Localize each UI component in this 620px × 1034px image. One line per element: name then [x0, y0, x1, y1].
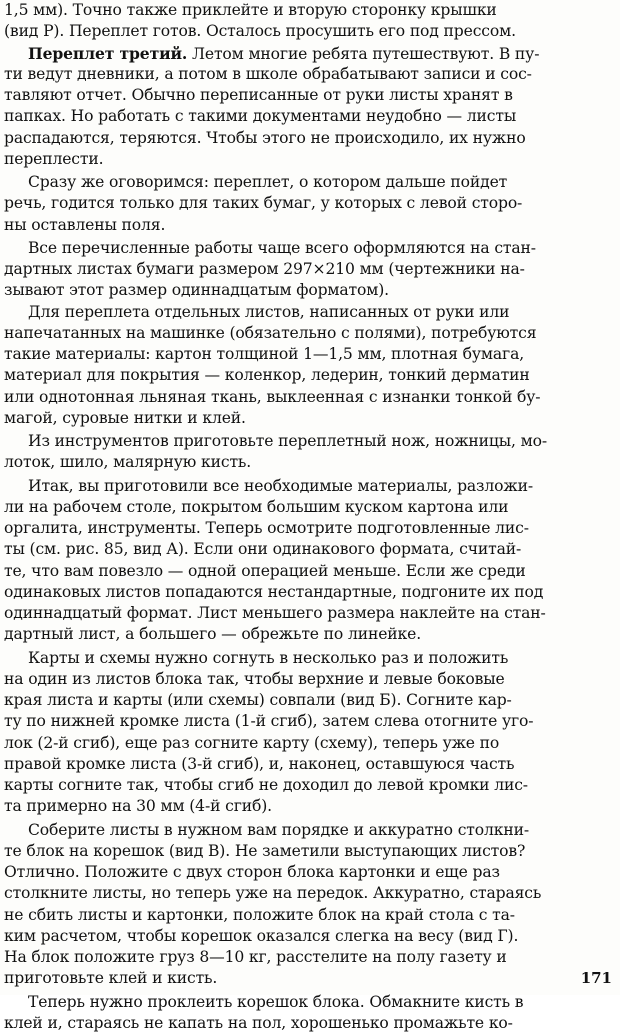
text-line: [4, 841, 616, 862]
text-line: [4, 302, 616, 323]
text-line: [4, 820, 616, 841]
line-text: ким расчетом, чтобы корешок оказался слегка на весу (вид Г).: [4, 926, 519, 945]
line-text: 1,5 мм). Точно также приклейте и вторую сторонку крышки: [4, 1, 497, 19]
text-line: [4, 518, 616, 539]
text-line: [4, 648, 616, 669]
text-line: [4, 431, 616, 452]
line-text: одинаковых листов попадаются нестандартные, подгоните их под: [4, 582, 544, 601]
text-line: [4, 193, 616, 214]
text-line: [4, 106, 616, 127]
text-line: [4, 539, 616, 560]
line-text: ту по нижней кромке листа (1-й сгиб), затем слева отогните уго-: [4, 712, 534, 731]
text-line: [4, 497, 616, 518]
line-text: Сразу же оговоримся: переплет, о котором дальше пойдет: [28, 173, 508, 191]
text-line: [4, 862, 616, 883]
text-line: [4, 754, 616, 775]
text-line: [4, 905, 616, 926]
line-text: Из инструментов приготовьте переплетный нож, ножницы, мо-: [28, 432, 547, 450]
page-number: 171: [580, 969, 612, 987]
text-line: [4, 128, 616, 149]
line-text: правой кромке листа (3-й сгиб), и, наконец, оставшуюся часть: [4, 754, 515, 773]
text-line: [4, 1013, 616, 1034]
text-line: [4, 452, 616, 473]
text-line: [4, 883, 616, 904]
line-text: Все перечисленные работы чаще всего оформляются на стан-: [28, 238, 536, 257]
line-text: те блок на корешок (вид В). Не заметили выступающих листов?: [4, 841, 526, 860]
text-line: [4, 365, 616, 386]
line-text: материал для покрытия — коленкор, ледерин, тонкий дерматин: [4, 366, 530, 385]
line-text: (вид Р). Переплет готов. Осталось просушить его под прессом.: [4, 22, 516, 41]
line-text: ты (см. рис. 85, вид А). Если они одинакового формата, считай-: [4, 540, 522, 559]
line-text: дартный лист, а большего — обрежьте по линейке.: [4, 625, 422, 644]
text-line: [4, 21, 616, 42]
text-line: [4, 624, 616, 645]
line-text: речь, годится только для таких бумаг, у которых с левой сторо-: [4, 194, 523, 213]
section-run-in-heading: Переплет третий.: [28, 43, 188, 63]
line-text: На блок положите груз 8—10 кг, расстелите на полу газету и: [4, 948, 507, 966]
text-line: [4, 561, 616, 582]
line-text: не сбить листы и картонки, положите блок на край стола с та-: [4, 905, 515, 924]
line-text: Летом многие ребята путешествуют. В пу-: [192, 44, 540, 63]
text-line: [4, 387, 616, 408]
line-text: ли на рабочем столе, покрытом большим куском картона или: [4, 497, 509, 516]
line-text: карты согните так, чтобы сгиб не доходил до левой кромки лис-: [4, 776, 528, 794]
text-line: [4, 947, 616, 968]
line-text: Соберите листы в нужном вам порядке и аккуратно столкни-: [28, 820, 529, 839]
body-text: [4, 0, 616, 1034]
text-line: [4, 733, 616, 754]
line-text: Итак, вы приготовили все необходимые материалы, разложи-: [28, 476, 533, 495]
text-line: [4, 238, 616, 259]
line-text: лоток, шило, малярную кисть.: [4, 453, 252, 472]
line-text: столкните листы, но теперь уже на передок. Аккуратно, стараясь: [4, 884, 542, 903]
text-line: [4, 775, 616, 796]
line-text: зывают этот размер одиннадцатым форматом).: [4, 281, 389, 300]
line-text: или однотонная льняная ткань, выклеенная с изнанки тонкой бу-: [4, 387, 541, 406]
text-line: [4, 796, 616, 817]
text-line: [4, 64, 616, 85]
line-text: напечатанных на машинке (обязательно с полями), потребуются: [4, 323, 537, 342]
text-line: [4, 215, 616, 236]
text-line: [4, 408, 616, 429]
text-line: [4, 926, 616, 947]
text-line: [4, 259, 616, 280]
line-text: лок (2-й сгиб), еще раз согните карту (схему), теперь уже по: [4, 733, 500, 752]
line-text: Для переплета отдельных листов, написанных от руки или: [28, 302, 510, 321]
line-text: ти ведут дневники, а потом в школе обрабатывают записи и сос-: [4, 64, 532, 83]
line-text: дартных листах бумаги размером 297×210 мм (чертежники на-: [4, 260, 525, 278]
text-line: [4, 669, 616, 690]
text-line: [4, 43, 616, 64]
line-text: папках. Но работать с такими документами неудобно — листы: [4, 107, 517, 126]
text-line: [4, 323, 616, 344]
line-text: такие материалы: картон толщиной 1—1,5 мм, плотная бумага,: [4, 345, 525, 363]
line-text: распадаются, теряются. Чтобы этого не происходило, их нужно: [4, 128, 526, 147]
line-text: одиннадцатый формат. Лист меньшего размера наклейте на стан-: [4, 604, 546, 622]
text-line: [4, 149, 616, 170]
text-line: [4, 344, 616, 365]
text-line: [4, 582, 616, 603]
line-text: клей и, стараясь не капать на пол, хорошенько промажьте ко-: [4, 1013, 513, 1032]
line-text: Отлично. Положите с двух сторон блока картонки и еще раз: [4, 863, 500, 881]
text-line: [4, 992, 616, 1013]
line-text: магой, суровые нитки и клей.: [4, 408, 246, 427]
line-text: тавляют отчет. Обычно переписанные от руки листы хранят в: [4, 86, 513, 104]
line-text: Карты и схемы нужно согнуть в несколько раз и положить: [28, 648, 509, 667]
line-text: приготовьте клей и кисть.: [4, 969, 218, 988]
line-text: Теперь нужно проклеить корешок блока. Обмакните кисть в: [28, 992, 524, 1011]
text-line: [4, 85, 616, 106]
line-text: на один из листов блока так, чтобы верхние и левые боковые: [4, 669, 505, 688]
line-text: края листа и карты (или схемы) совпали (вид Б). Согните кар-: [4, 691, 512, 709]
text-line: [4, 280, 616, 301]
line-text: оргалита, инструменты. Теперь осмотрите подготовленные лис-: [4, 519, 529, 537]
text-line: [4, 690, 616, 711]
text-line: [4, 0, 616, 21]
text-line: [4, 968, 616, 989]
line-text: та примерно на 30 мм (4-й сгиб).: [4, 797, 272, 816]
text-line: [4, 476, 616, 497]
text-line: [4, 172, 616, 193]
line-text: те, что вам повезло — одной операцией меньше. Если же среди: [4, 561, 526, 580]
text-line: [4, 711, 616, 732]
text-line: [4, 603, 616, 624]
line-text: ны оставлены поля.: [4, 215, 166, 234]
line-text: переплести.: [4, 149, 104, 168]
